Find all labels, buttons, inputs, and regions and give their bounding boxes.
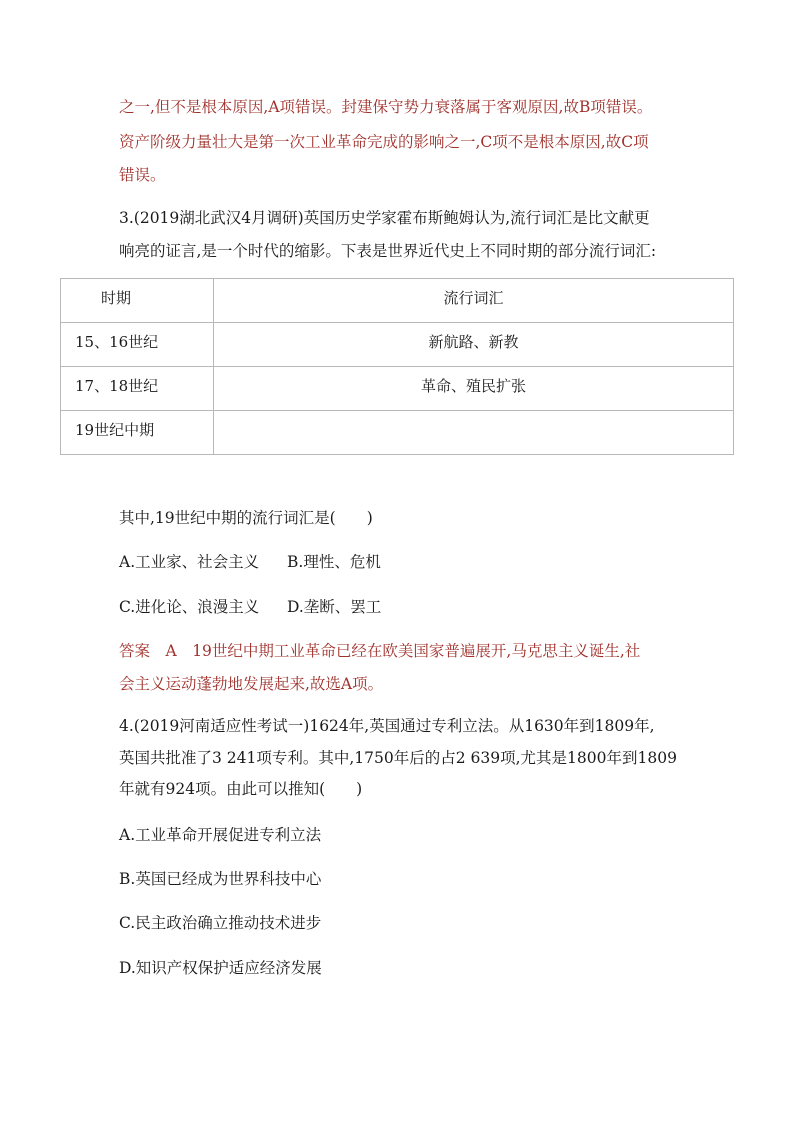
table-cell-vocab: 新航路、新教: [214, 323, 734, 367]
q4-stem-line-2: 英国共批准了3 241项专利。其中,1750年后的占2 639项,尤其是1800年到1809: [119, 749, 677, 767]
table-cell-vocab: 革命、殖民扩张: [214, 367, 734, 411]
table-cell-period: 17、18世纪: [61, 367, 214, 411]
table-cell-period: 15、16世纪: [61, 323, 214, 367]
q4-option-a: A.工业革命开展促进专利立法: [119, 826, 322, 844]
q3-option-d: D.垄断、罢工: [287, 598, 382, 616]
table-cell-period: 19世纪中期: [61, 411, 214, 455]
q3-option-c: C.进化论、浪漫主义: [119, 598, 260, 616]
table-header-vocab: 流行词汇: [214, 279, 734, 323]
q4-option-d: D.知识产权保护适应经济发展: [119, 959, 322, 977]
q4-option-c: C.民主政治确立推动技术进步: [119, 914, 322, 932]
vocab-table: [60, 278, 734, 455]
table-cell-vocab: [214, 411, 734, 455]
table-row: [61, 411, 734, 455]
table-row: [61, 323, 734, 367]
q3-question: 其中,19世纪中期的流行词汇是( ): [119, 509, 373, 527]
q3-stem-line-1: 3.(2019湖北武汉4月调研)英国历史学家霍布斯鲍姆认为,流行词汇是比文献更: [119, 209, 650, 227]
explanation-line-2: 资产阶级力量壮大是第一次工业革命完成的影响之一,C项不是根本原因,故C项: [119, 133, 649, 151]
table-header-row: [61, 279, 734, 323]
table-header-period: 时期: [61, 279, 214, 323]
q4-stem-line-1: 4.(2019河南适应性考试一)1624年,英国通过专利立法。从1630年到1809年,: [119, 717, 655, 735]
q4-stem-line-3: 年就有924项。由此可以推知( ): [119, 780, 363, 798]
q3-answer-line-1: 答案 A 19世纪中期工业革命已经在欧美国家普遍展开,马克思主义诞生,社: [119, 642, 641, 660]
explanation-line-1: 之一,但不是根本原因,A项错误。封建保守势力衰落属于客观原因,故B项错误。: [119, 98, 653, 116]
q3-option-a: A.工业家、社会主义: [119, 553, 260, 571]
q4-option-b: B.英国已经成为世界科技中心: [119, 870, 322, 888]
q3-stem-line-2: 响亮的证言,是一个时代的缩影。下表是世界近代史上不同时期的部分流行词汇:: [119, 242, 657, 260]
q3-option-b: B.理性、危机: [287, 553, 381, 571]
table-row: [61, 367, 734, 411]
explanation-line-3: 错误。: [119, 166, 166, 184]
q3-answer-line-2: 会主义运动蓬勃地发展起来,故选A项。: [119, 675, 384, 693]
